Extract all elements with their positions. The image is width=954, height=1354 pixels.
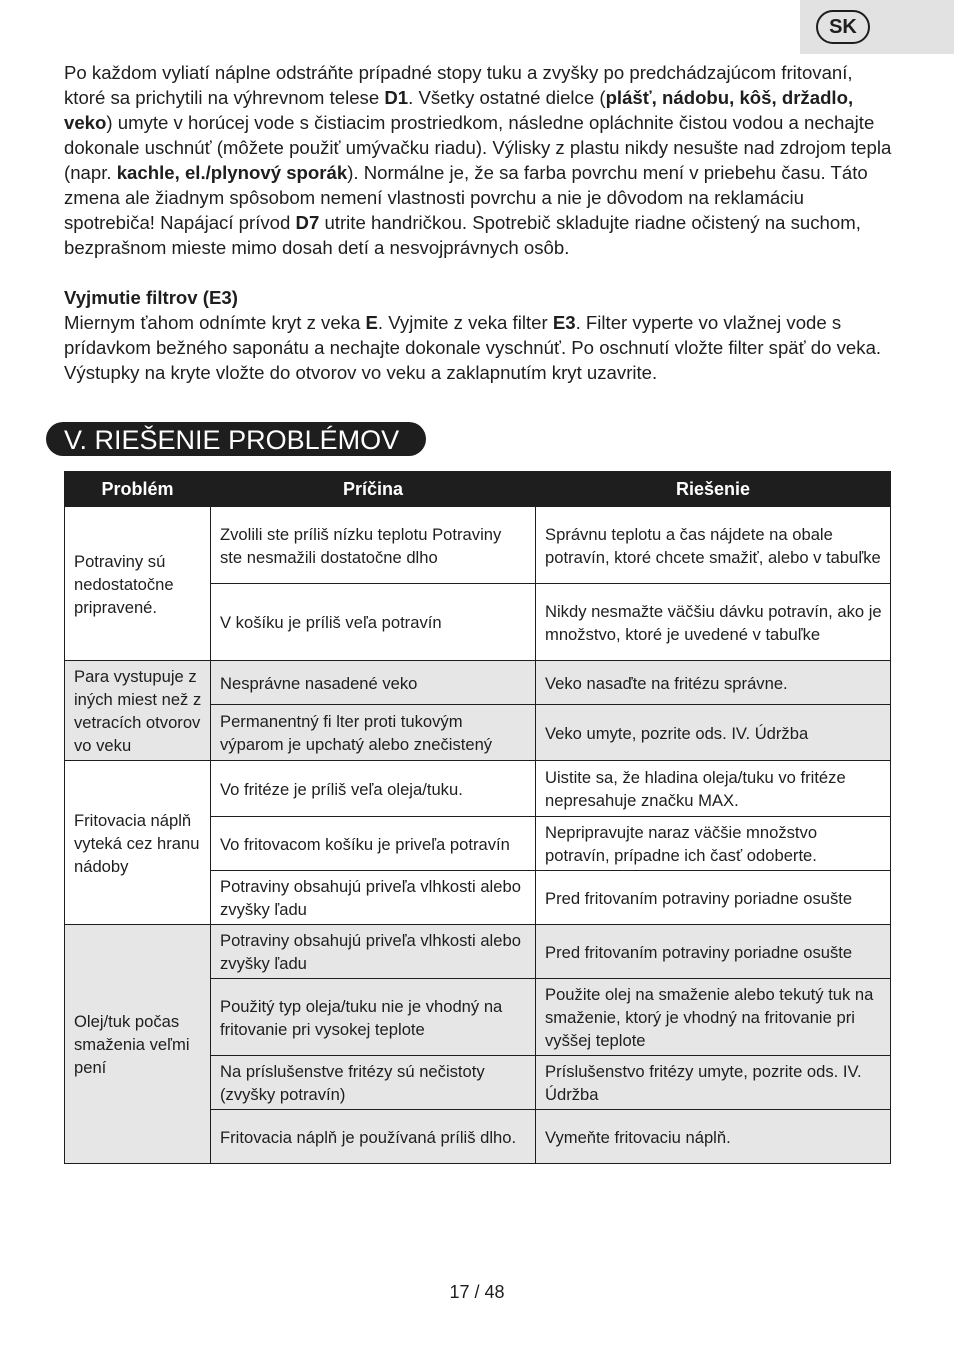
solution-cell: Použite olej na smaženie alebo tekutý tuk na smaženie, ktorý je vhodný na fritovanie pri vyššej teplote [536,979,891,1056]
header-problem: Problém [65,472,211,507]
header-row [65,472,891,507]
cause-cell: Zvolili ste príliš nízku teplotu Potraviny ste nesmažili dostatočne dlho [211,507,536,584]
solution-cell: Nikdy nesmažte väčšiu dávku potravín, ako je množstvo, ktoré je uvedené v tabuľke [536,584,891,661]
filter-title [64,285,894,310]
language-tab [800,0,954,54]
cause-cell: Potraviny obsahujú priveľa vlhkosti alebo zvyšky ľadu [211,925,536,979]
solution-cell: Správnu teplotu a čas nájdete na obale potravín, ktoré chcete smažiť, alebo v tabuľke [536,507,891,584]
spacer [64,260,894,285]
page-number: 17 / 48 [449,1282,505,1302]
cause-cell: V košíku je príliš veľa potravín [211,584,536,661]
text-run: . Všetky ostatné dielce ( [408,87,606,108]
solution-cell: Veko umyte, pozrite ods. IV. Údržba [536,705,891,761]
solution-cell: Veko nasaďte na fritézu správne. [536,661,891,705]
section-heading [46,422,426,456]
text-run: . Filter vyperte vo vlažnej vode s prídavkom bežného saponátu a nechajte dokonale vyschnúť. Po oschnutí vložte filter späť do veka. Výstupky na kryte vložte do otvorov vo veku a zaklapnutím kryt uzavrite. [64,312,882,383]
cause-cell: Fritovacia náplň je používaná príliš dlho. [211,1110,536,1164]
group-undercooked [65,507,891,661]
group-steam [65,661,891,761]
bold-run: E3 [552,312,576,333]
table-row [65,925,891,979]
text-run: . Vyjmite z veka filter [377,312,553,333]
bold-run: D1 [384,87,409,108]
group-foaming [65,925,891,1164]
problem-cell: Para vystupuje z iných miest než z vetracích otvorov vo veku [65,661,211,761]
table-row [65,661,891,705]
body-text [64,60,894,385]
header-cause: Príčina [211,472,536,507]
solution-cell: Vymeňte fritovaciu náplň. [536,1110,891,1164]
troubleshooting-table [64,471,891,1164]
bold-run: D7 [295,212,320,233]
cause-cell: Použitý typ oleja/tuku nie je vhodný na fritovanie pri vysokej teplote [211,979,536,1056]
bold-run: E [365,312,378,333]
solution-cell: Príslušenstvo fritézy umyte, pozrite ods. IV. Údržba [536,1056,891,1110]
cause-cell: Vo fritovacom košíku je priveľa potravín [211,817,536,871]
text-run: Po každom vyliatí náplne odstráňte prípadné stopy tuku a zvyšky po predchádzajúcom fritovaní, ktoré sa prichytili na výhrevnom telese [64,62,853,108]
text-run: ). Normálne je, že sa farba povrchu mení v priebehu času. Táto zmena ale žiadnym spôsobom nemení vlastnosti povrchu a nie je dôvodom na reklamáciu spotrebiča! Napájací prívod [64,162,868,233]
text-run: ) umyte v horúcej vode s čistiacim prostriedkom, následne opláchnite čistou vodou a nechajte dokonale uschnúť (môžete použiť umývačku riadu). Výlisky z plastu nikdy nesušte nad zdrojom tepla (napr. [64,112,892,183]
section-heading-text: V. RIEŠENIE PROBLÉMOV [64,425,400,455]
filter-title-text: Vyjmutie filtrov (E3) [64,287,238,308]
solution-cell: Pred fritovaním potraviny poriadne osušte [536,871,891,925]
cleaning-paragraph [64,60,894,260]
table-row [65,507,891,584]
language-badge: SK [816,10,870,44]
cause-cell: Potraviny obsahujú priveľa vlhkosti alebo zvyšky ľadu [211,871,536,925]
bold-run: plášť, nádobu, kôš, držadlo, veko [64,87,854,133]
solution-cell: Nepripravujte naraz väčšie množstvo potravín, prípadne ich časť odoberte. [536,817,891,871]
bold-run: kachle, el./plynový sporák [116,162,348,183]
problem-cell: Fritovacia náplň vyteká cez hranu nádoby [65,761,211,925]
group-overflow [65,761,891,925]
table-row [65,761,891,817]
cause-cell: Na príslušenstve fritézy sú nečistoty (zvyšky potravín) [211,1056,536,1110]
filter-paragraph [64,310,894,385]
solution-cell: Pred fritovaním potraviny poriadne osušte [536,925,891,979]
cause-cell: Permanentný fi lter proti tukovým výparom je upchatý alebo znečistený [211,705,536,761]
text-run: Miernym ťahom odnímte kryt z veka [64,312,366,333]
cause-cell: Nesprávne nasadené veko [211,661,536,705]
cause-cell: Vo fritéze je príliš veľa oleja/tuku. [211,761,536,817]
problem-cell: Potraviny sú nedostatočne pripravené. [65,507,211,661]
table-header [65,472,891,507]
problem-cell: Olej/tuk počas smaženia veľmi pení [65,925,211,1164]
text-run: utrite handričkou. Spotrebič skladujte riadne očistený na suchom, bezprašnom mieste mimo dosah detí a nesvojprávnych osôb. [64,212,861,258]
solution-cell: Uistite sa, že hladina oleja/tuku vo fritéze nepresahuje značku MAX. [536,761,891,817]
header-solution: Riešenie [536,472,891,507]
